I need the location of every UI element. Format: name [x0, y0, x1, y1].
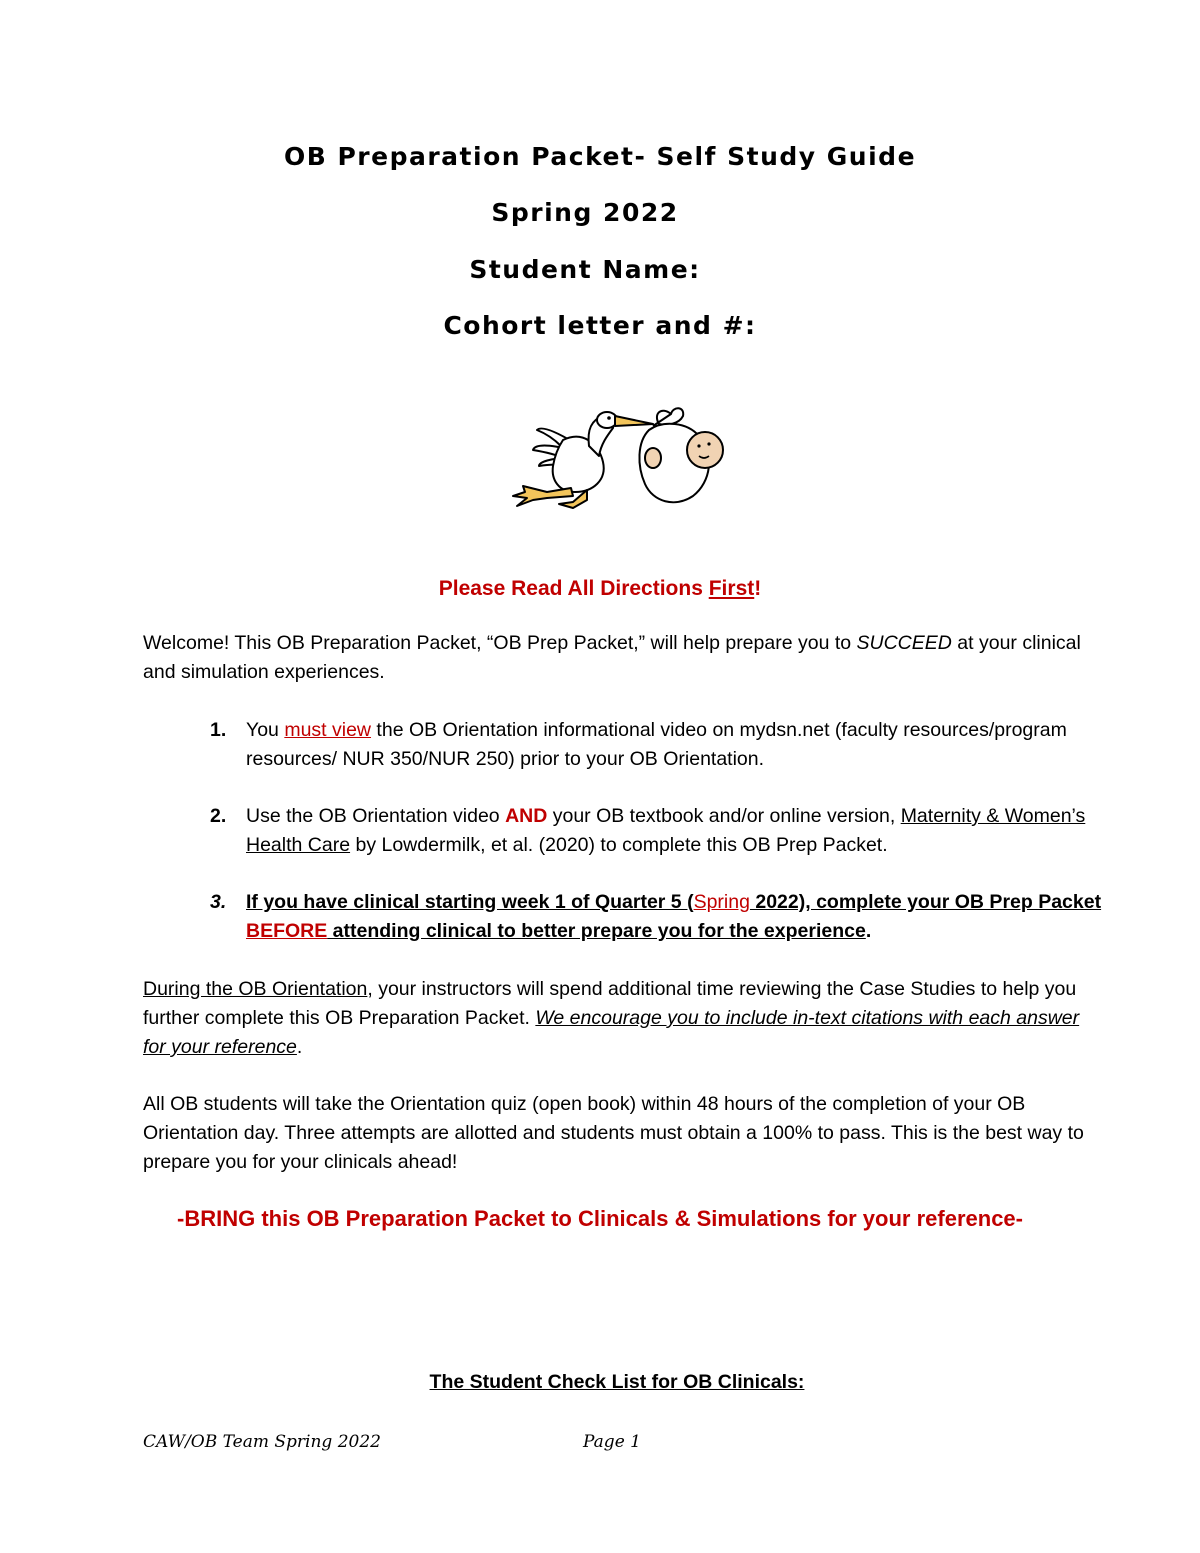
list-text: You	[246, 719, 285, 741]
directions-text: Please Read All Directions	[438, 577, 709, 600]
welcome-paragraph	[143, 629, 1103, 687]
list-text: attending clinical to better prepare you for the experience	[327, 920, 866, 942]
footer-page-number: Page 1	[583, 1432, 641, 1452]
orientation-paragraph	[143, 975, 1103, 1062]
list-text: your OB textbook and/or online version,	[547, 805, 901, 827]
list-item	[210, 716, 1110, 774]
list-item	[210, 802, 1110, 860]
directions-emphasis: First	[708, 577, 755, 600]
footer-team: CAW/OB Team Spring 2022	[143, 1432, 381, 1452]
citation-note: We encourage you to include in-text citations with each answer for your reference	[143, 1007, 1080, 1058]
orientation-end: .	[296, 1036, 303, 1058]
quiz-paragraph: All OB students will take the Orientation quiz (open book) within 48 hours of the completion of your OB Orientation day. Three attempts are allotted and students must obtain a 100% to pass. This is the best way to prepare you for your clinicals ahead!	[143, 1093, 1084, 1173]
list-text: Use the OB Orientation video	[246, 805, 506, 827]
cohort-label: Cohort letter and #:	[443, 311, 757, 340]
list-emphasis: BEFORE	[246, 920, 328, 942]
stork-carrying-baby-icon	[503, 400, 735, 512]
list-text: 2022), complete your OB Prep Packet	[749, 891, 1102, 913]
list-emphasis: Spring	[693, 891, 750, 913]
bring-reminder: -BRING this OB Preparation Packet to Clinicals & Simulations for your reference-	[177, 1206, 1023, 1231]
welcome-text-end: at your clinical and simulation experiences.	[143, 632, 1081, 683]
list-text: the OB Orientation informational video on mydsn.net (faculty resources/program resources/ NUR 350/NUR 250) prior to your OB Orientation.	[246, 719, 1067, 770]
checklist-heading: The Student Check List for OB Clinicals:	[429, 1371, 805, 1393]
textbook-title: Maternity & Women’s Health Care	[246, 805, 1086, 856]
directions-heading	[0, 574, 1200, 603]
list-item	[210, 888, 1110, 946]
orientation-lead: During the OB Orientation	[143, 978, 368, 1000]
list-text: If you have clinical starting week 1 of Quarter 5 (	[246, 891, 694, 913]
student-name-label: Student Name:	[469, 255, 701, 284]
welcome-emphasis: SUCCEED	[856, 632, 952, 654]
orientation-text: , your instructors will spend additional time reviewing the Case Studies to help you further complete this OB Preparation Packet.	[143, 978, 1077, 1029]
directions-punctuation: !	[754, 577, 762, 600]
list-text: by Lowdermilk, et al. (2020) to complete this OB Prep Packet.	[350, 834, 888, 856]
list-number: 2.	[210, 805, 227, 827]
list-emphasis: must view	[284, 719, 372, 741]
list-emphasis: AND	[505, 805, 548, 827]
list-number: 3.	[210, 891, 227, 913]
welcome-text: Welcome! This OB Preparation Packet, “OB Prep Packet,” will help prepare you to	[143, 632, 857, 654]
document-term: Spring 2022	[491, 198, 679, 227]
list-number: 1.	[210, 719, 227, 741]
list-text: .	[865, 920, 872, 942]
document-title: OB Preparation Packet- Self Study Guide	[283, 142, 917, 171]
